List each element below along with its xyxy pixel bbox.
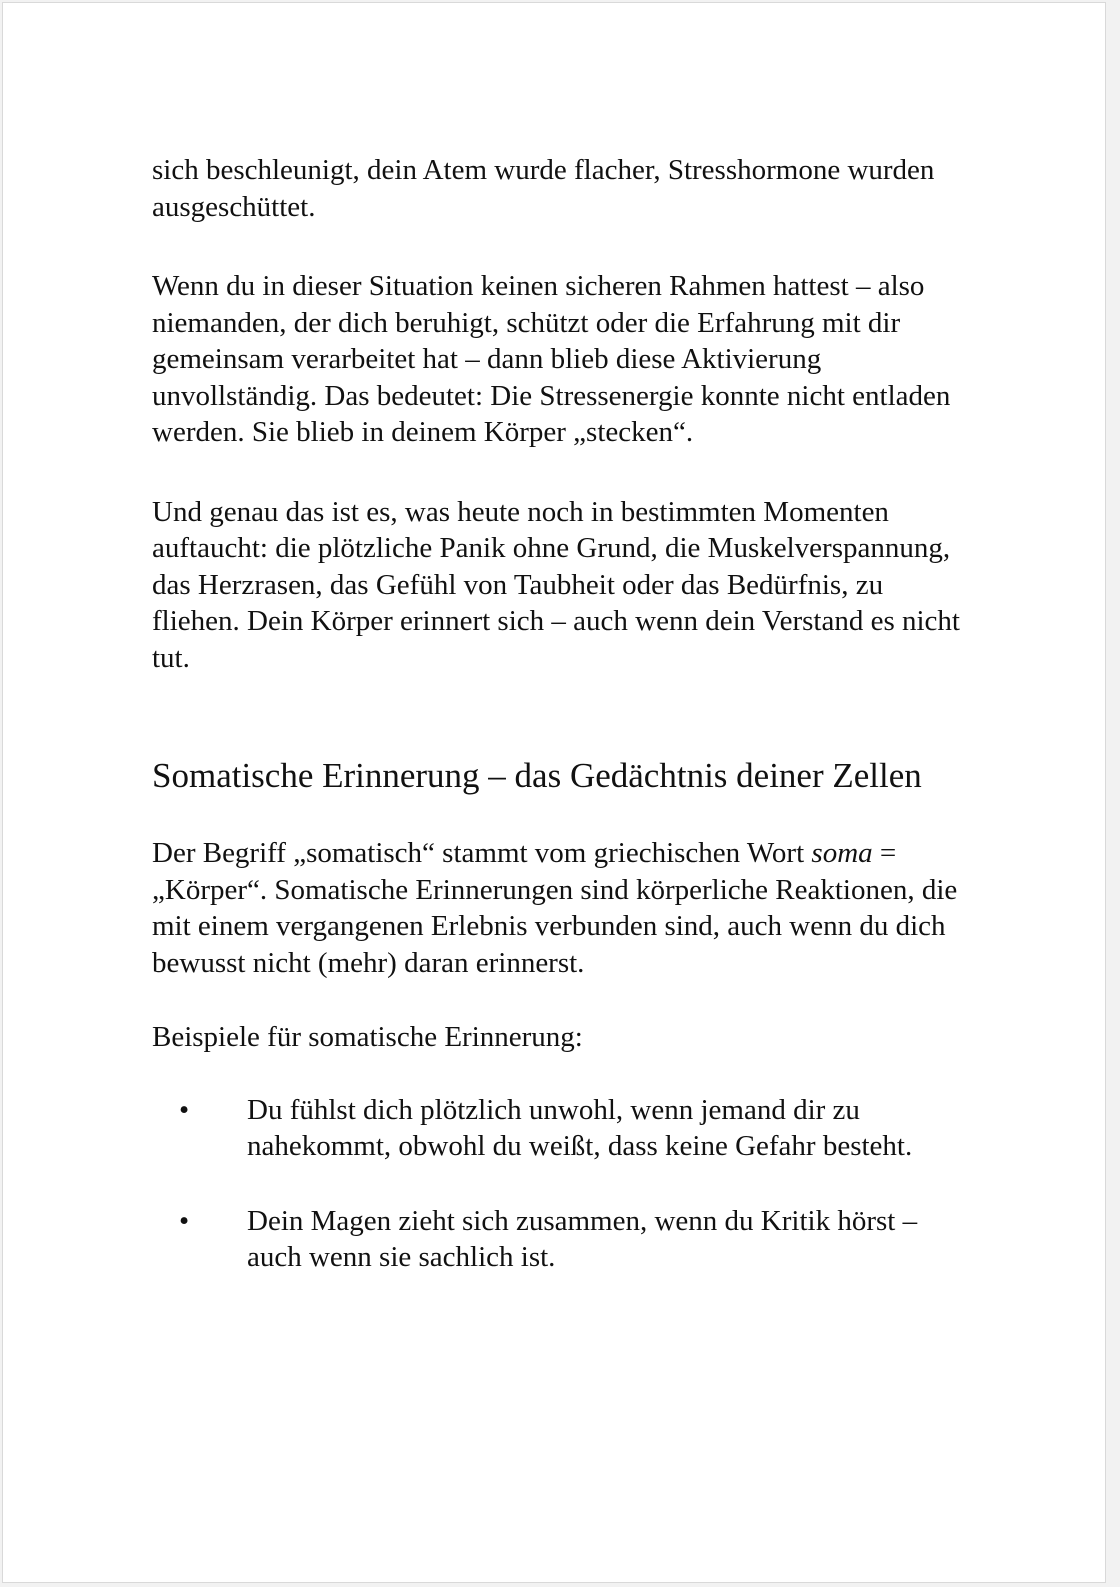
- paragraph-examples-intro: Beispiele für somatische Erinnerung:: [152, 1021, 583, 1053]
- page-content: [152, 152, 967, 1314]
- paragraph-safe-frame: Wenn du in dieser Situation keinen sicheren Rahmen hattest – also niemanden, der dich beruhigt, schützt oder die Erfahrung mit dir gemeinsam verarbeitet hat – dann blieb diese Aktivierung unvollständig. Das bedeutet: Die Stressenergie konnte nicht entladen werden. Sie blieb in deinem Körper „stecken“.: [152, 270, 951, 448]
- document-page: [2, 2, 1106, 1583]
- definition-text-start: Der Begriff „somatisch“ stammt vom griechischen Wort: [152, 837, 812, 869]
- list-item-text: Du fühlst dich plötzlich unwohl, wenn jemand dir zu nahekommt, obwohl du weißt, dass keine Gefahr besteht.: [247, 1093, 913, 1162]
- bullet-icon: •: [179, 1204, 190, 1237]
- paragraph-body-remembers: Und genau das ist es, was heute noch in bestimmten Momenten auftaucht: die plötzliche Panik ohne Grund, die Muskelverspannung, das Herzrasen, das Gefühl von Taubheit oder das Bedürfnis, zu fliehen. Dein Körper erinnert sich – auch wenn dein Verstand es nicht tut.: [152, 495, 960, 674]
- bullet-icon: •: [179, 1093, 190, 1126]
- list-item-text: Dein Magen zieht sich zusammen, wenn du Kritik hörst – auch wenn sie sachlich ist.: [247, 1204, 918, 1273]
- paragraph-definition: [152, 835, 967, 981]
- list-item: [152, 1203, 967, 1276]
- paragraph-continuation: sich beschleunigt, dein Atem wurde flacher, Stresshormone wurden ausgeschüttet.: [152, 154, 935, 223]
- examples-list: [152, 1092, 967, 1276]
- definition-text-end: = „Körper“. Somatische Erinnerungen sind körperliche Reaktionen, die mit einem vergangenen Erlebnis verbunden sind, auch wenn du dich bewusst nicht (mehr) daran erinnerst.: [152, 837, 958, 979]
- definition-emphasis: soma: [811, 837, 873, 869]
- section-heading: Somatische Erinnerung – das Gedächtnis deiner Zellen: [152, 756, 922, 795]
- list-item: [152, 1092, 967, 1165]
